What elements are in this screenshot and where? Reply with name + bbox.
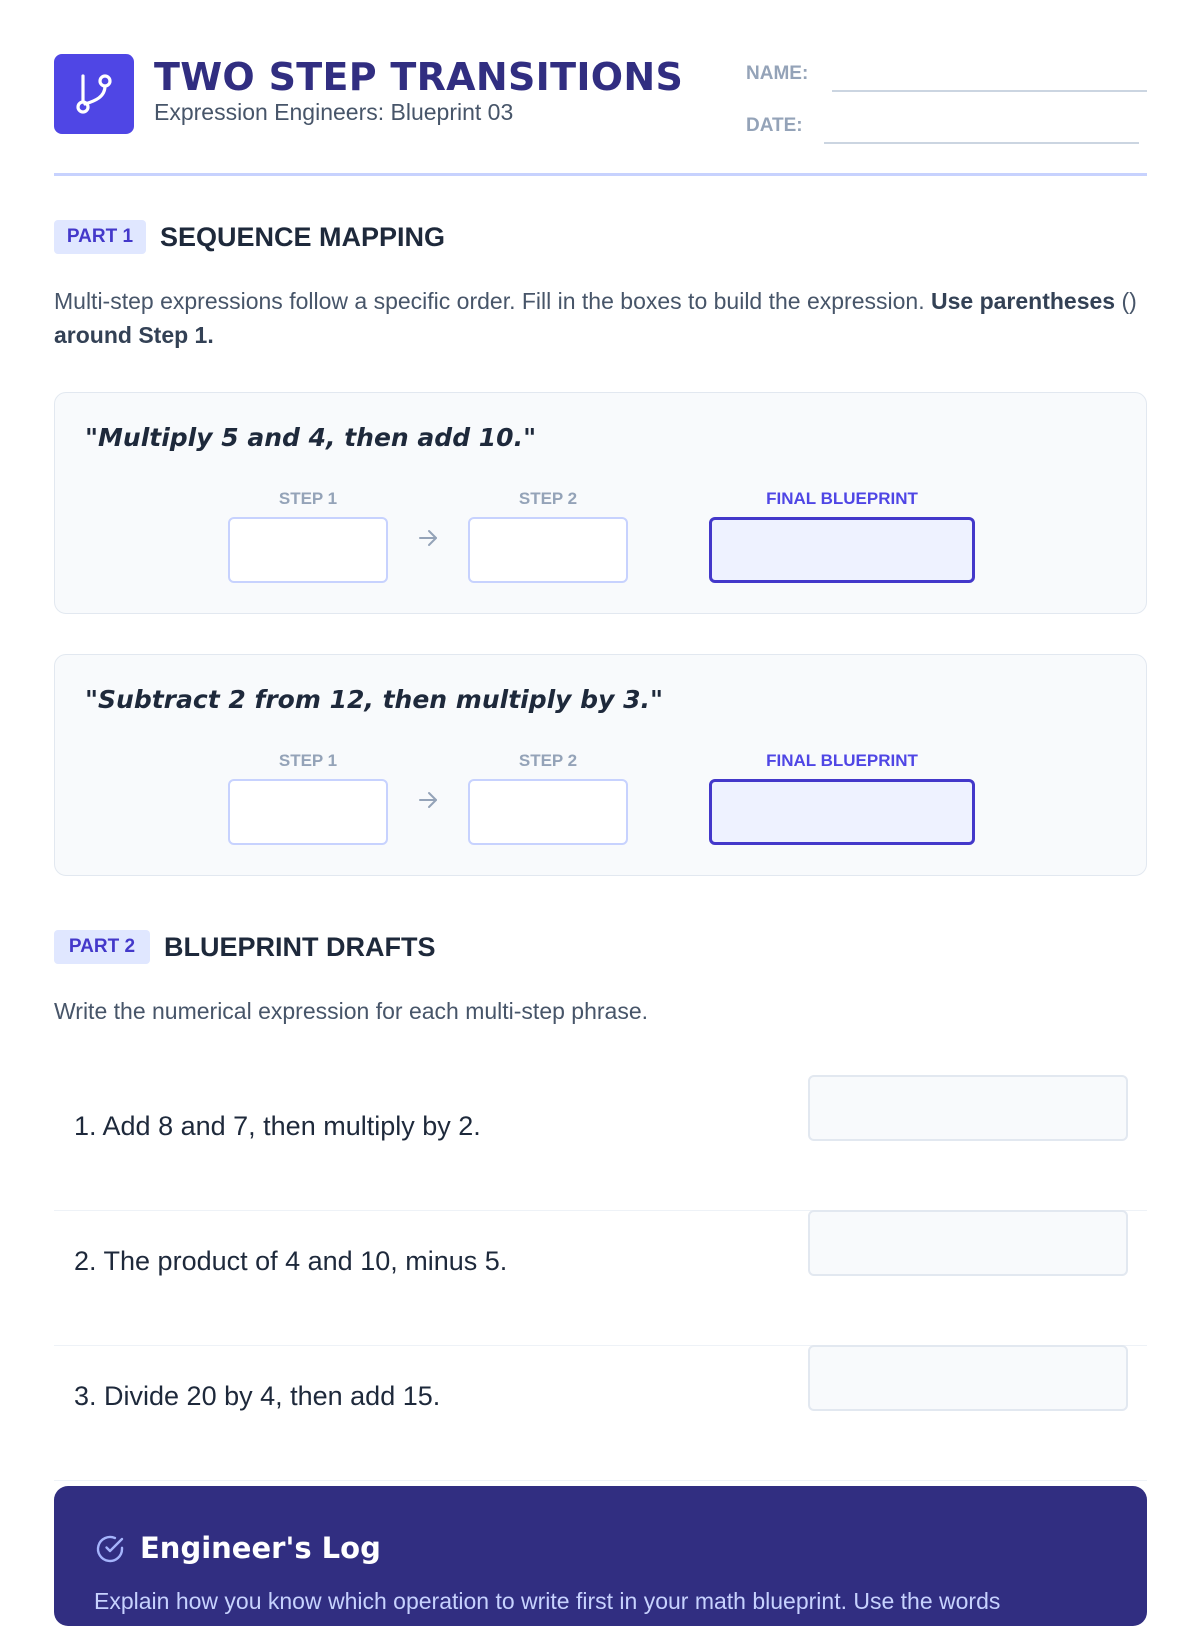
draft-row	[54, 1075, 1147, 1211]
part1-instructions	[54, 284, 1147, 352]
sequence-prompt: "Multiply 5 and 4, then add 10."	[85, 423, 537, 452]
part1-instructions-text: Multi-step expressions follow a specific order. Fill in the boxes to build the expression.	[54, 288, 925, 314]
draft-prompt: 2. The product of 4 and 10, minus 5.	[74, 1246, 508, 1276]
page-title: TWO STEP TRANSITIONS	[154, 55, 684, 99]
draft-prompt: 1. Add 8 and 7, then multiply by 2.	[74, 1111, 481, 1141]
date-label: DATE:	[746, 115, 803, 136]
draft-row	[54, 1345, 1147, 1481]
draft-answer-input[interactable]	[808, 1210, 1128, 1276]
page-subtitle: Expression Engineers: Blueprint 03	[154, 99, 514, 125]
step1-label: STEP 1	[278, 751, 338, 770]
draft-row	[54, 1210, 1147, 1346]
step1-input[interactable]	[228, 779, 388, 845]
step1-label: STEP 1	[278, 489, 338, 508]
step2-label: STEP 2	[518, 751, 578, 770]
engineers-log-panel	[54, 1486, 1147, 1626]
final-blueprint-label: FINAL BLUEPRINT	[766, 489, 918, 508]
arrow-right-icon	[416, 526, 440, 550]
check-circle-icon	[94, 1533, 126, 1565]
step2-input[interactable]	[468, 779, 628, 845]
final-blueprint-input[interactable]	[709, 517, 975, 583]
draft-answer-input[interactable]	[808, 1075, 1128, 1141]
branch-icon	[54, 54, 134, 134]
worksheet-header	[54, 54, 1147, 176]
part1-instructions-parentheses: ()	[1121, 288, 1137, 314]
draft-prompt: 3. Divide 20 by 4, then add 15.	[74, 1381, 441, 1411]
final-blueprint-input[interactable]	[709, 779, 975, 845]
engineers-log-title: Engineer's Log	[140, 1531, 381, 1565]
part2-title: BLUEPRINT DRAFTS	[164, 932, 436, 962]
name-label: NAME:	[746, 63, 809, 84]
engineers-log-prompt: Explain how you know which operation to write first in your math blueprint. Use the words	[94, 1588, 1001, 1614]
worksheet-page	[54, 0, 1147, 1614]
arrow-right-icon	[416, 788, 440, 812]
sequence-prompt: "Subtract 2 from 12, then multiply by 3."	[85, 685, 663, 714]
draft-answer-input[interactable]	[808, 1345, 1128, 1411]
final-blueprint-label: FINAL BLUEPRINT	[766, 751, 918, 770]
step2-label: STEP 2	[518, 489, 578, 508]
part2-instructions: Write the numerical expression for each multi-step phrase.	[54, 998, 649, 1024]
step1-input[interactable]	[228, 517, 388, 583]
name-field[interactable]	[832, 68, 1147, 92]
sequence-card	[54, 392, 1147, 614]
part2-tag: PART 2	[54, 930, 150, 964]
date-field[interactable]	[824, 120, 1139, 144]
step2-input[interactable]	[468, 517, 628, 583]
part1-instructions-emphasis-end: around Step 1.	[54, 322, 214, 348]
part1-instructions-emphasis: Use parentheses	[930, 288, 1116, 314]
part1-tag: PART 1	[54, 220, 146, 254]
part1-title: SEQUENCE MAPPING	[160, 222, 446, 252]
sequence-card	[54, 654, 1147, 876]
